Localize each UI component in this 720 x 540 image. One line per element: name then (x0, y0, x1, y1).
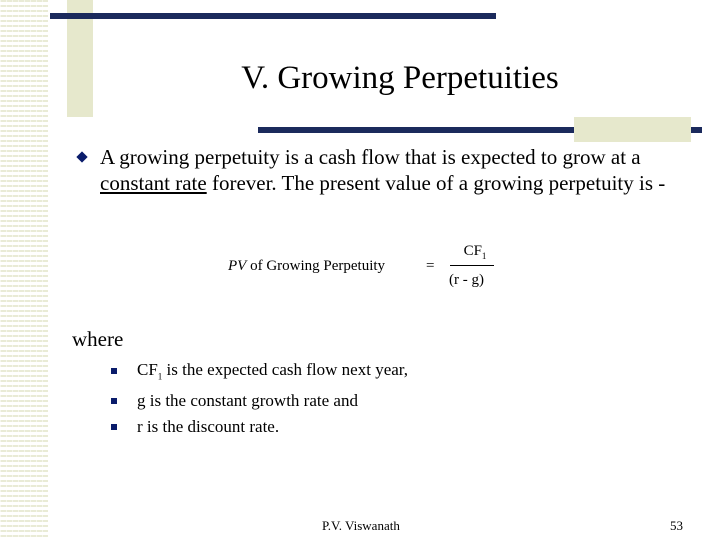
where-label: where (72, 327, 124, 351)
square-bullet-icon (111, 424, 117, 430)
formula-numerator: $CF_1$ (463, 243, 487, 261)
page-number: 53 (670, 518, 683, 533)
footer-author: P.V. Viswanath (322, 518, 400, 533)
slide-title: V. Growing Perpetuities (241, 60, 559, 96)
list-item: $CF_1$ is the expected cash flow next year, (108, 358, 408, 388)
diamond-bullet-icon (76, 151, 87, 162)
decorative-block-right (574, 117, 691, 142)
definition-list (108, 358, 408, 440)
list-item: r is the discount rate. (108, 414, 408, 440)
square-bullet-icon (111, 398, 117, 404)
decorative-bar-top (50, 13, 496, 19)
fraction-line (450, 265, 494, 266)
main-bullet-text: A growing perpetuity is a cash flow that is expected to grow at a constant rate forever. The present value of a growing perpetuity is - (100, 145, 666, 195)
underlined-phrase: constant rate (100, 171, 207, 195)
formula-equals: = (426, 258, 435, 274)
square-bullet-icon (111, 368, 117, 374)
main-bullet (78, 144, 708, 196)
formula-lhs: PV of Growing Perpetuity (228, 258, 386, 274)
formula-denominator: (r - g) (449, 272, 484, 288)
list-item: g is the constant growth rate and (108, 388, 408, 414)
